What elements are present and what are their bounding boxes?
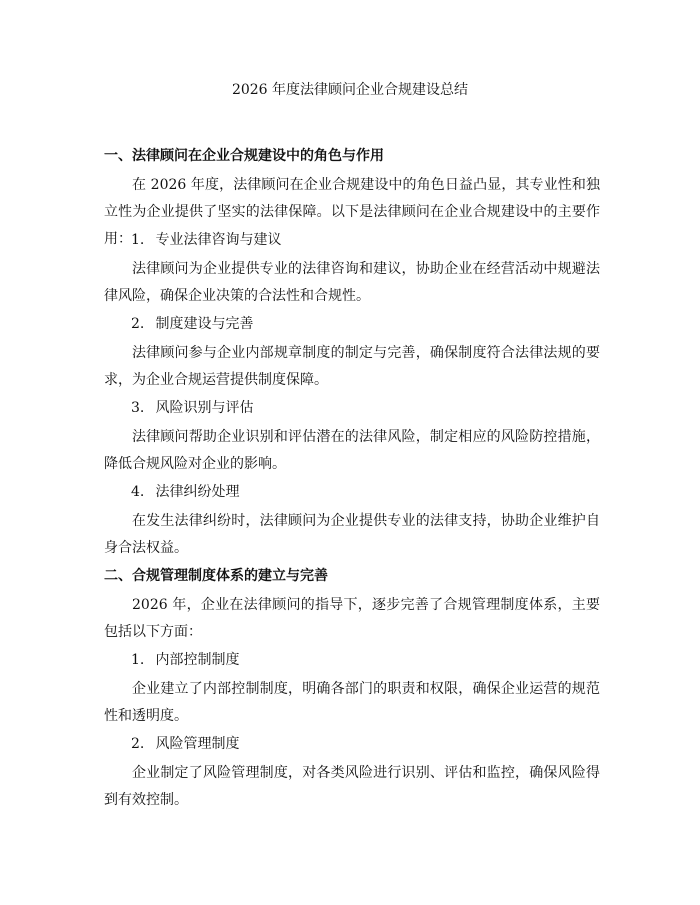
item-number: 2. (131, 316, 145, 332)
section-1-item-4-text: 在发生法律纠纷时，法律顾问为企业提供专业的法律支持，协助企业维护自身合法权益。 (104, 513, 600, 556)
item-title: 内部控制制度 (155, 652, 240, 668)
document-title: 2026 年度法律顾问企业合规建设总结 (231, 82, 469, 98)
item-title: 风险识别与评估 (155, 400, 254, 416)
item-title: 法律纠纷处理 (155, 484, 240, 500)
item-title: 制度建设与完善 (155, 316, 254, 332)
section-1-item-3-text: 法律顾问帮助企业识别和评估潜在的法律风险，制定相应的风险防控措施，降低合规风险对企业的影响。 (104, 429, 600, 472)
item-title: 专业法律咨询与建议 (155, 232, 282, 248)
item-number: 4. (131, 484, 145, 500)
section-2-item-1-title (131, 650, 239, 670)
section-2-item-1-text: 企业建立了内部控制制度，明确各部门的职责和权限，确保企业运营的规范性和透明度。 (104, 681, 600, 724)
section-1-item-3-title (131, 398, 253, 418)
section-2-heading: 二、合规管理制度体系的建立与完善 (104, 568, 328, 584)
section-2-intro: 2026 年，企业在法律顾问的指导下，逐步完善了合规管理制度体系，主要包括以下方面： (104, 597, 600, 640)
section-1-item-2-title (131, 314, 253, 334)
section-1-heading: 一、法律顾问在企业合规建设中的角色与作用 (104, 148, 384, 164)
item-number: 1. (131, 232, 145, 248)
item-title: 风险管理制度 (155, 736, 240, 752)
item-number: 3. (131, 400, 145, 416)
item-number: 2. (131, 736, 145, 752)
section-1-item-1-text: 法律顾问为企业提供专业的法律咨询和建议，协助企业在经营活动中规避法律风险，确保企业决策的合法性和合规性。 (104, 261, 600, 304)
section-1-item-2-text: 法律顾问参与企业内部规章制度的制定与完善，确保制度符合法律法规的要求，为企业合规运营提供制度保障。 (104, 345, 600, 388)
section-1-item-4-title (131, 482, 239, 502)
section-2-item-2-title (131, 734, 239, 754)
section-2-item-2-text: 企业制定了风险管理制度，对各类风险进行识别、评估和监控，确保风险得到有效控制。 (104, 765, 600, 808)
item-number: 1. (131, 652, 145, 668)
section-1-item-1-title (131, 230, 281, 250)
section-1-intro: 在 2026 年度，法律顾问在企业合规建设中的角色日益凸显，其专业性和独立性为企业提供了坚实的法律保障。以下是法律顾问在企业合规建设中的主要作用： (104, 177, 600, 247)
